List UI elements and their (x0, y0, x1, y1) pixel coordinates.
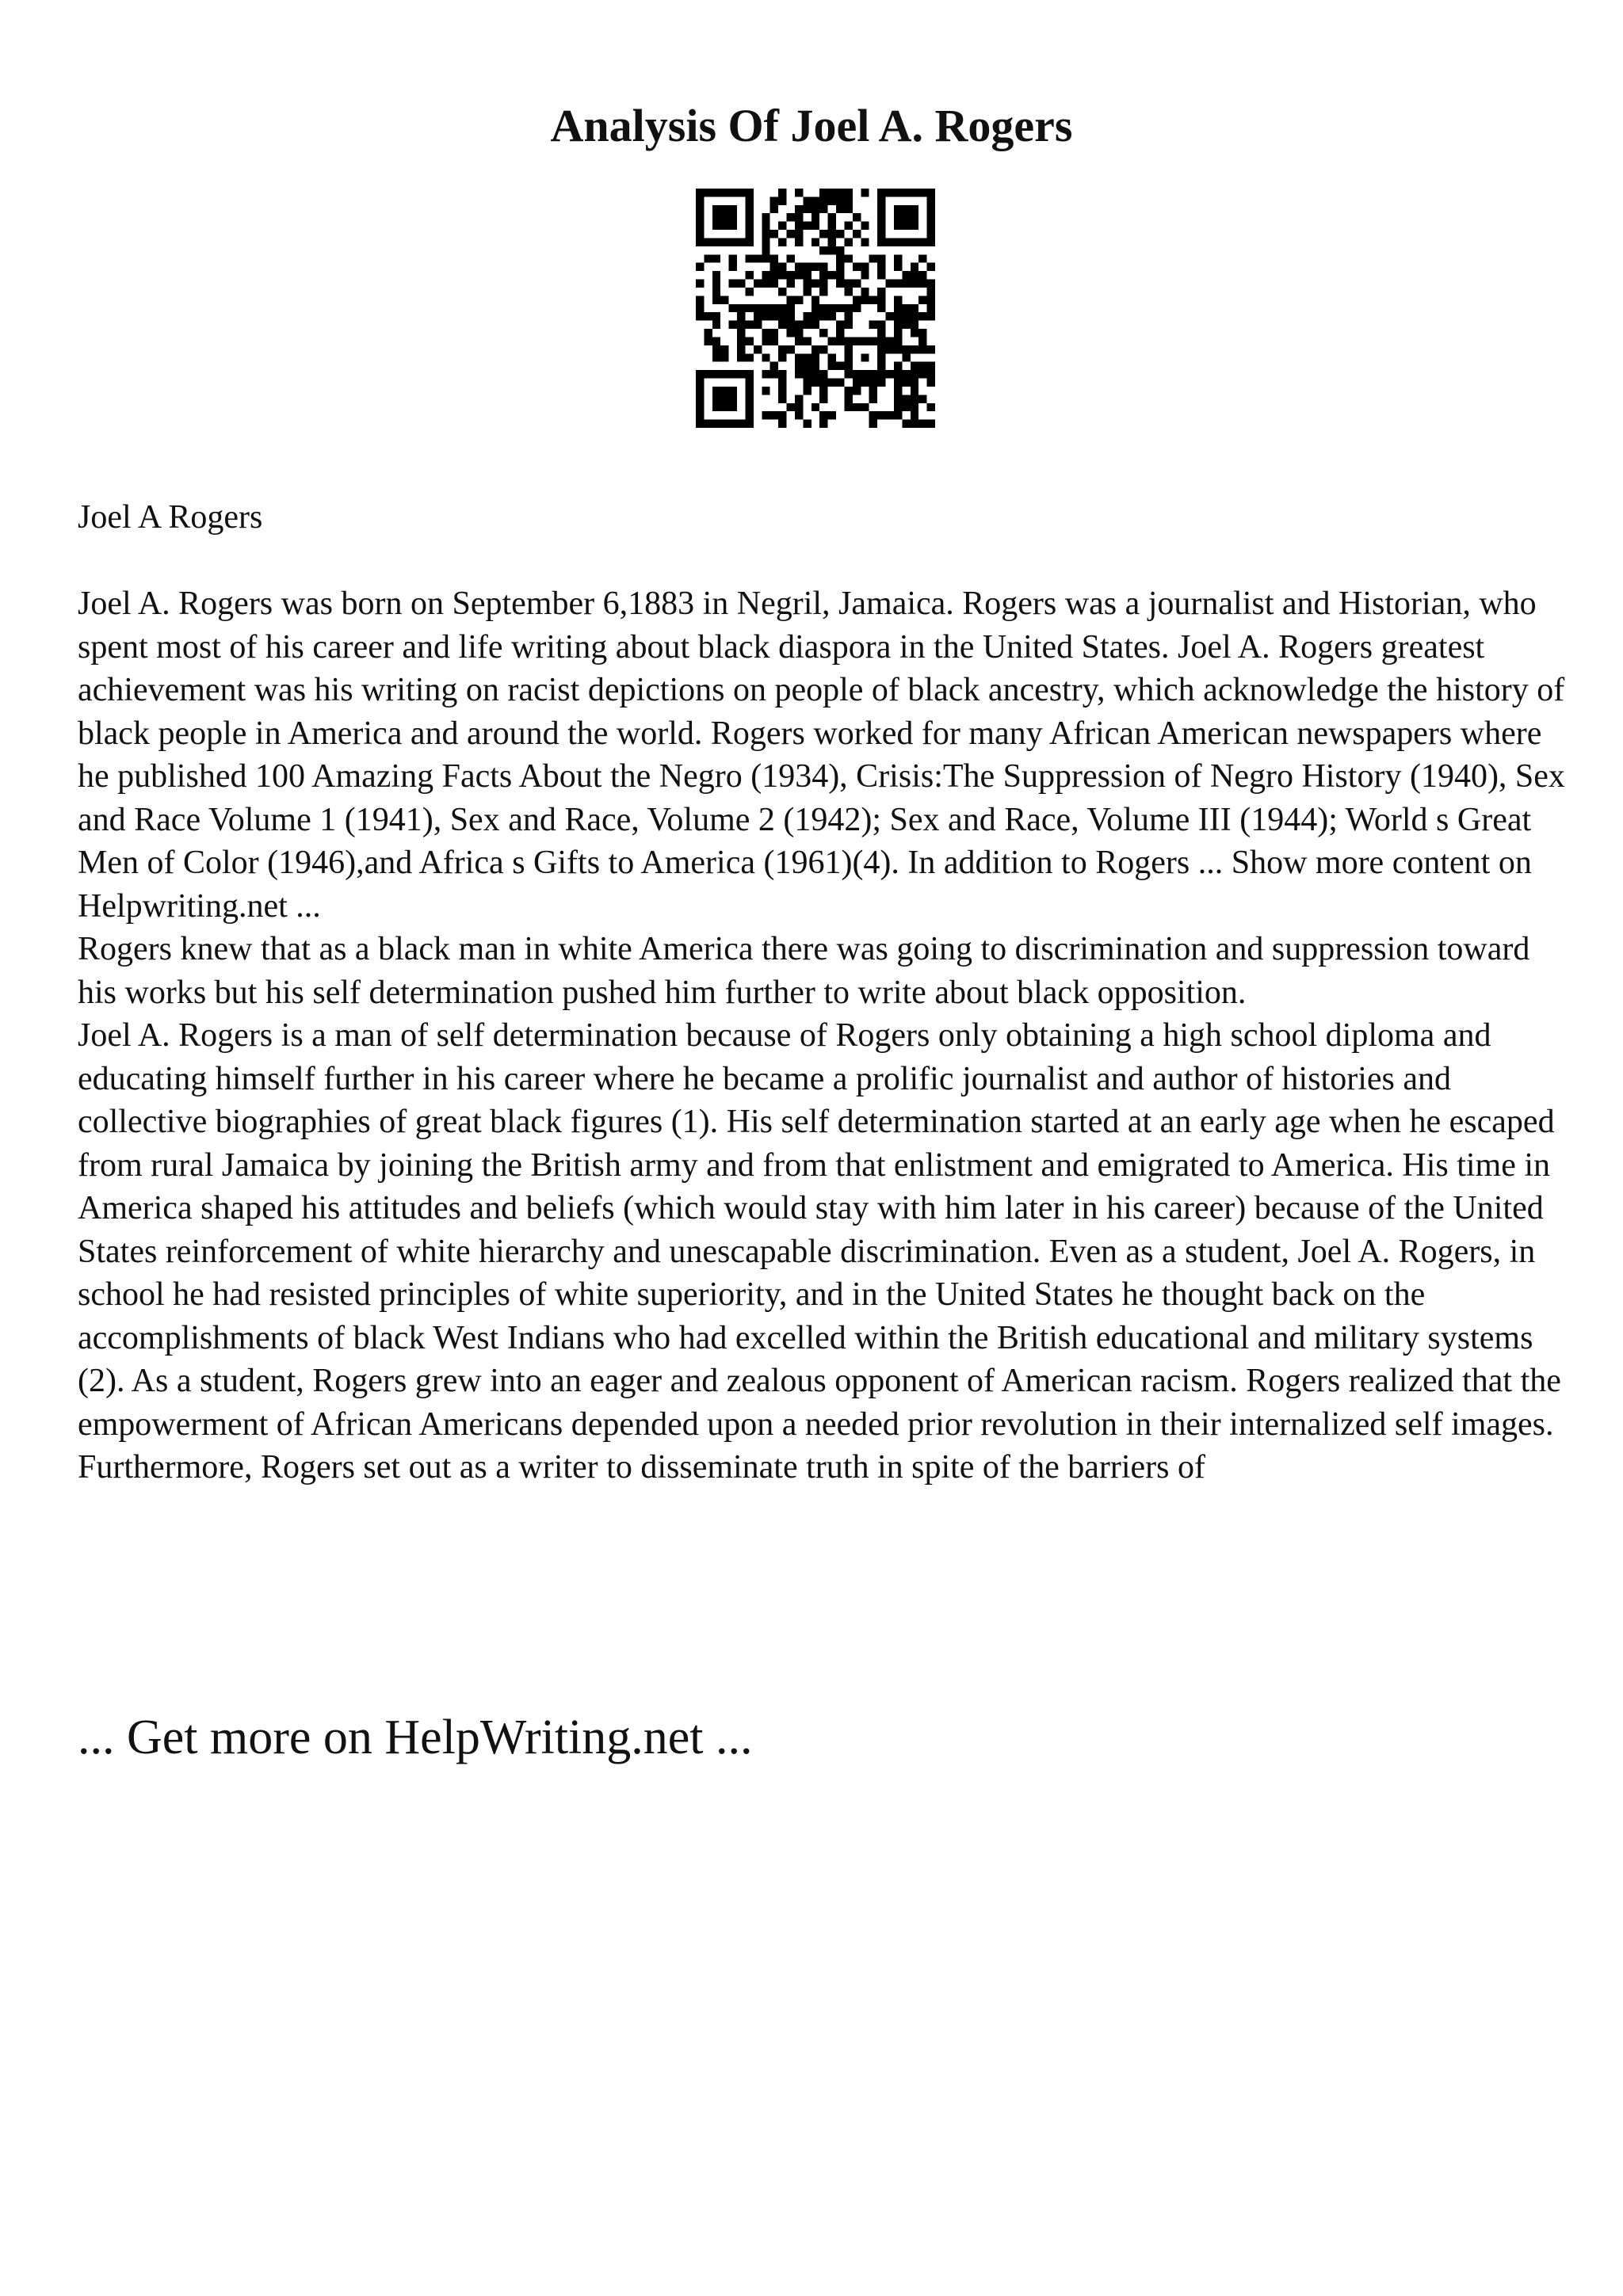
document-title: Analysis Of Joel A. Rogers (550, 100, 1073, 151)
paragraph-2: Rogers knew that as a black man in white America there was going to discrimination and suppression toward his works but his self determination pushed him further to write about black opposition. (78, 931, 1530, 1011)
qr-code-icon (696, 189, 935, 428)
paragraph-3: Joel A. Rogers is a man of self determination because of Rogers only obtaining a high school diploma and educating himself further in his career where he became a prolific journalist and author of histories and collective biographies of great black figures (1). His self determination started at an early age when he escaped from rural Jamaica by joining the British army and from that enlistment and emigrated to America. His time in America shaped his attitudes and beliefs (which would stay with him later in his career) because of the United States reinforcement of white hierarchy and unescapable discrimination. Even as a student, Joel A. Rogers, in school he had resisted principles of white superiority, and in the United States he thought back on the accomplishments of black West Indians who had excelled within the British educational and military systems (2). As a student, Rogers grew into an eager and zealous opponent of American racism. Rogers realized that the empowerment of African Americans depended upon a needed prior revolution in their internalized self images. Furthermore, Rogers set out as a writer to disseminate truth in spite of the barriers of (78, 1017, 1561, 1486)
heading-line: Joel A Rogers (78, 499, 263, 536)
paragraph-1: Joel A. Rogers was born on September 6,1883 in Negril, Jamaica. Rogers was a journalist and Historian, who spent most of his career and life writing about black diaspora in the United States. Joel A. Rogers greatest achievement was his writing on racist depictions on people of black ancestry, which acknowledge the history of black people in America and around the world. Rogers worked for many African American newspapers where he published 100 Amazing Facts About the Negro (1934), Crisis:The Suppression of Negro History (1940), Sex and Race Volume 1 (1941), Sex and Race, Volume 2 (1942); Sex and Race, Volume III (1944); World s Great Men of Color (1946),and Africa s Gifts to America (1961)(4). In addition to Rogers ... Show more content on Helpwriting.net ... (78, 585, 1565, 925)
paragraph-spacer (78, 540, 1575, 583)
get-more-link[interactable]: ... Get more on HelpWriting.net ... (78, 1711, 753, 1764)
document-body (78, 496, 1575, 1489)
